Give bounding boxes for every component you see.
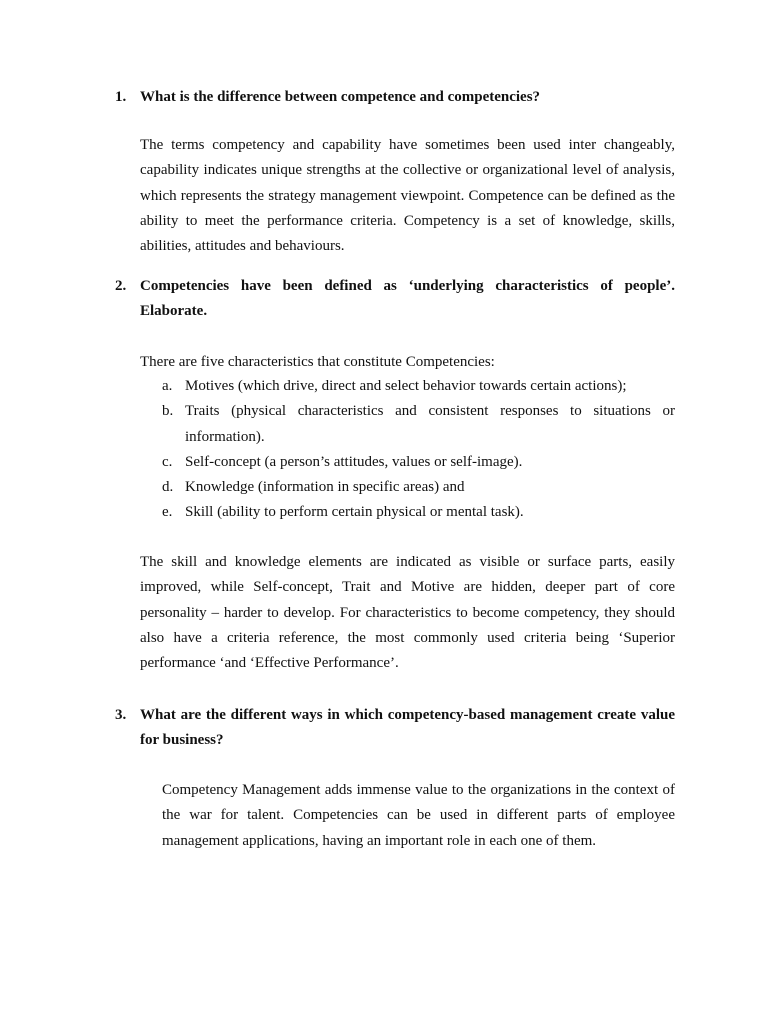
list-item — [140, 399, 675, 450]
list-item-text: Skill (ability to perform certain physical or mental task). — [185, 504, 524, 521]
list-item-text: Traits (physical characteristics and consistent responses to situations or information). — [185, 403, 675, 445]
list-item-marker: d. — [162, 479, 174, 496]
answer-1-paragraph: The terms competency and capability have sometimes been used inter changeably, capability indicates unique strengths at the collective or organizational level of analysis, which represents the strategy management viewpoint. Competence can be defined as the ability to meet the performance criteria. Competency is a set of knowledge, skills, abilities, attitudes and behaviours. — [140, 137, 675, 255]
list-item-text: Self-concept (a person’s attitudes, values or self-image). — [185, 453, 523, 470]
answer-2-paragraph: The skill and knowledge elements are indicated as visible or surface parts, easily improved, while Self-concept, Trait and Motive are hidden, deeper part of core personality – harder to develop. For characteristics to become competency, they should also have a criteria reference, the most commonly used criteria being ‘Superior performance ‘and ‘Effective Performance’. — [140, 554, 675, 672]
question-2-title: Competencies have been defined as ‘underlying characteristics of people’. Elaborate. — [140, 278, 675, 319]
answer-3-paragraph: Competency Management adds immense value to the organizations in the context of the war for talent. Competencies can be used in different parts of employee management applications, having an important role in each one of them. — [162, 782, 675, 849]
list-item — [140, 475, 675, 500]
question-1-heading — [115, 85, 675, 110]
list-item-marker: c. — [162, 453, 173, 470]
question-3-heading — [115, 703, 675, 753]
list-item-marker: a. — [162, 378, 173, 394]
list-item — [140, 450, 675, 475]
question-3-title: What are the different ways in which competency-based management create value for business? — [140, 707, 675, 748]
question-1-number: 1. — [115, 89, 127, 105]
answer-2-intro: There are five characteristics that constitute Competencies: — [140, 354, 495, 370]
list-item-text: Knowledge (information in specific areas) and — [185, 479, 465, 496]
question-1-title: What is the difference between competence and competencies? — [140, 89, 541, 105]
list-item-marker: e. — [162, 504, 173, 521]
question-2-number: 2. — [115, 278, 127, 294]
list-item — [140, 374, 675, 399]
list-item-marker: b. — [162, 403, 174, 420]
question-3-number: 3. — [115, 707, 127, 723]
characteristics-list — [140, 374, 675, 526]
list-item — [140, 500, 675, 525]
list-item-text: Motives (which drive, direct and select behavior towards certain actions); — [185, 378, 627, 394]
question-2-heading — [115, 274, 675, 324]
